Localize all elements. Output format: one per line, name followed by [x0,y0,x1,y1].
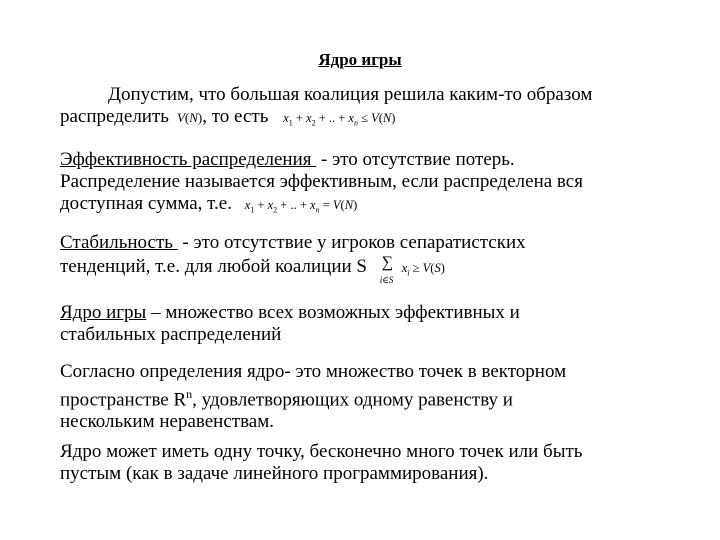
sum-symbol: ∑ i∈S [379,254,394,285]
formula-equality: $x_1 + x_2$ + .. + $x_n = V(N)$ [244,198,358,215]
vector-line-3: нескольким неравенствам. [60,411,275,433]
stability-term: Стабильность [60,232,173,253]
efficiency-text-a: - это отсутствие потерь. [316,149,515,170]
intro-line-1 [60,84,680,106]
vector-text-b2: , удовлетворяющих одному равенству и [192,389,513,411]
paragraph-vector-space [60,361,680,433]
paragraph-core-definition [60,302,680,346]
points-line-1: Ядро может иметь одну точку, бесконечно много точек или быть [60,441,583,462]
vector-text-b1: пространстве R [60,389,187,411]
intro-text-a: Допустим, что большая коалиция решила каким-то образом [108,84,593,105]
paragraph-efficiency [60,149,680,222]
vector-line-1: Согласно определения ядро- это множество точек в векторном [60,361,567,382]
paragraph-intro [60,84,680,135]
efficiency-line-1 [60,149,680,171]
slide-title: Ядро игры [318,50,402,69]
stability-text-b: тенденций, т.е. для любой коалиции S [60,256,367,277]
efficiency-line-3 [60,193,680,222]
formula-vn: V(N) [173,110,203,125]
intro-text-c: , то есть [202,106,269,127]
efficiency-line-2: Распределение называется эффективным, если распределена вся [60,171,583,192]
core-text-a: – множество всех возможных эффективных и [146,302,520,323]
stability-line-2 [60,254,680,285]
paragraph-core-points [60,441,680,485]
vector-superscript: n [186,387,193,401]
intro-text-b: распределить [60,106,169,127]
stability-text-a: - это отсутствие у игроков сепаратистских [177,232,526,253]
intro-line-2 [60,106,680,135]
core-line-2: стабильных распределений [60,324,282,345]
core-line-1 [60,302,680,324]
efficiency-text-c: доступная сумма, т.е. [60,193,232,214]
formula-sum: ∑ i∈S $x_i \ge V(S)$ [379,254,445,285]
efficiency-term: Эффективность распределения [60,149,312,170]
points-line-2: пустым (как в задаче линейного программирования). [60,463,489,484]
paragraph-stability [60,232,680,285]
vector-line-2 [60,383,680,411]
formula-inequality: $x_1 + x_2$ + .. + $x_n \le V(N)$ [283,111,396,128]
core-term: Ядро игры [60,302,147,323]
stability-line-1 [60,232,680,254]
